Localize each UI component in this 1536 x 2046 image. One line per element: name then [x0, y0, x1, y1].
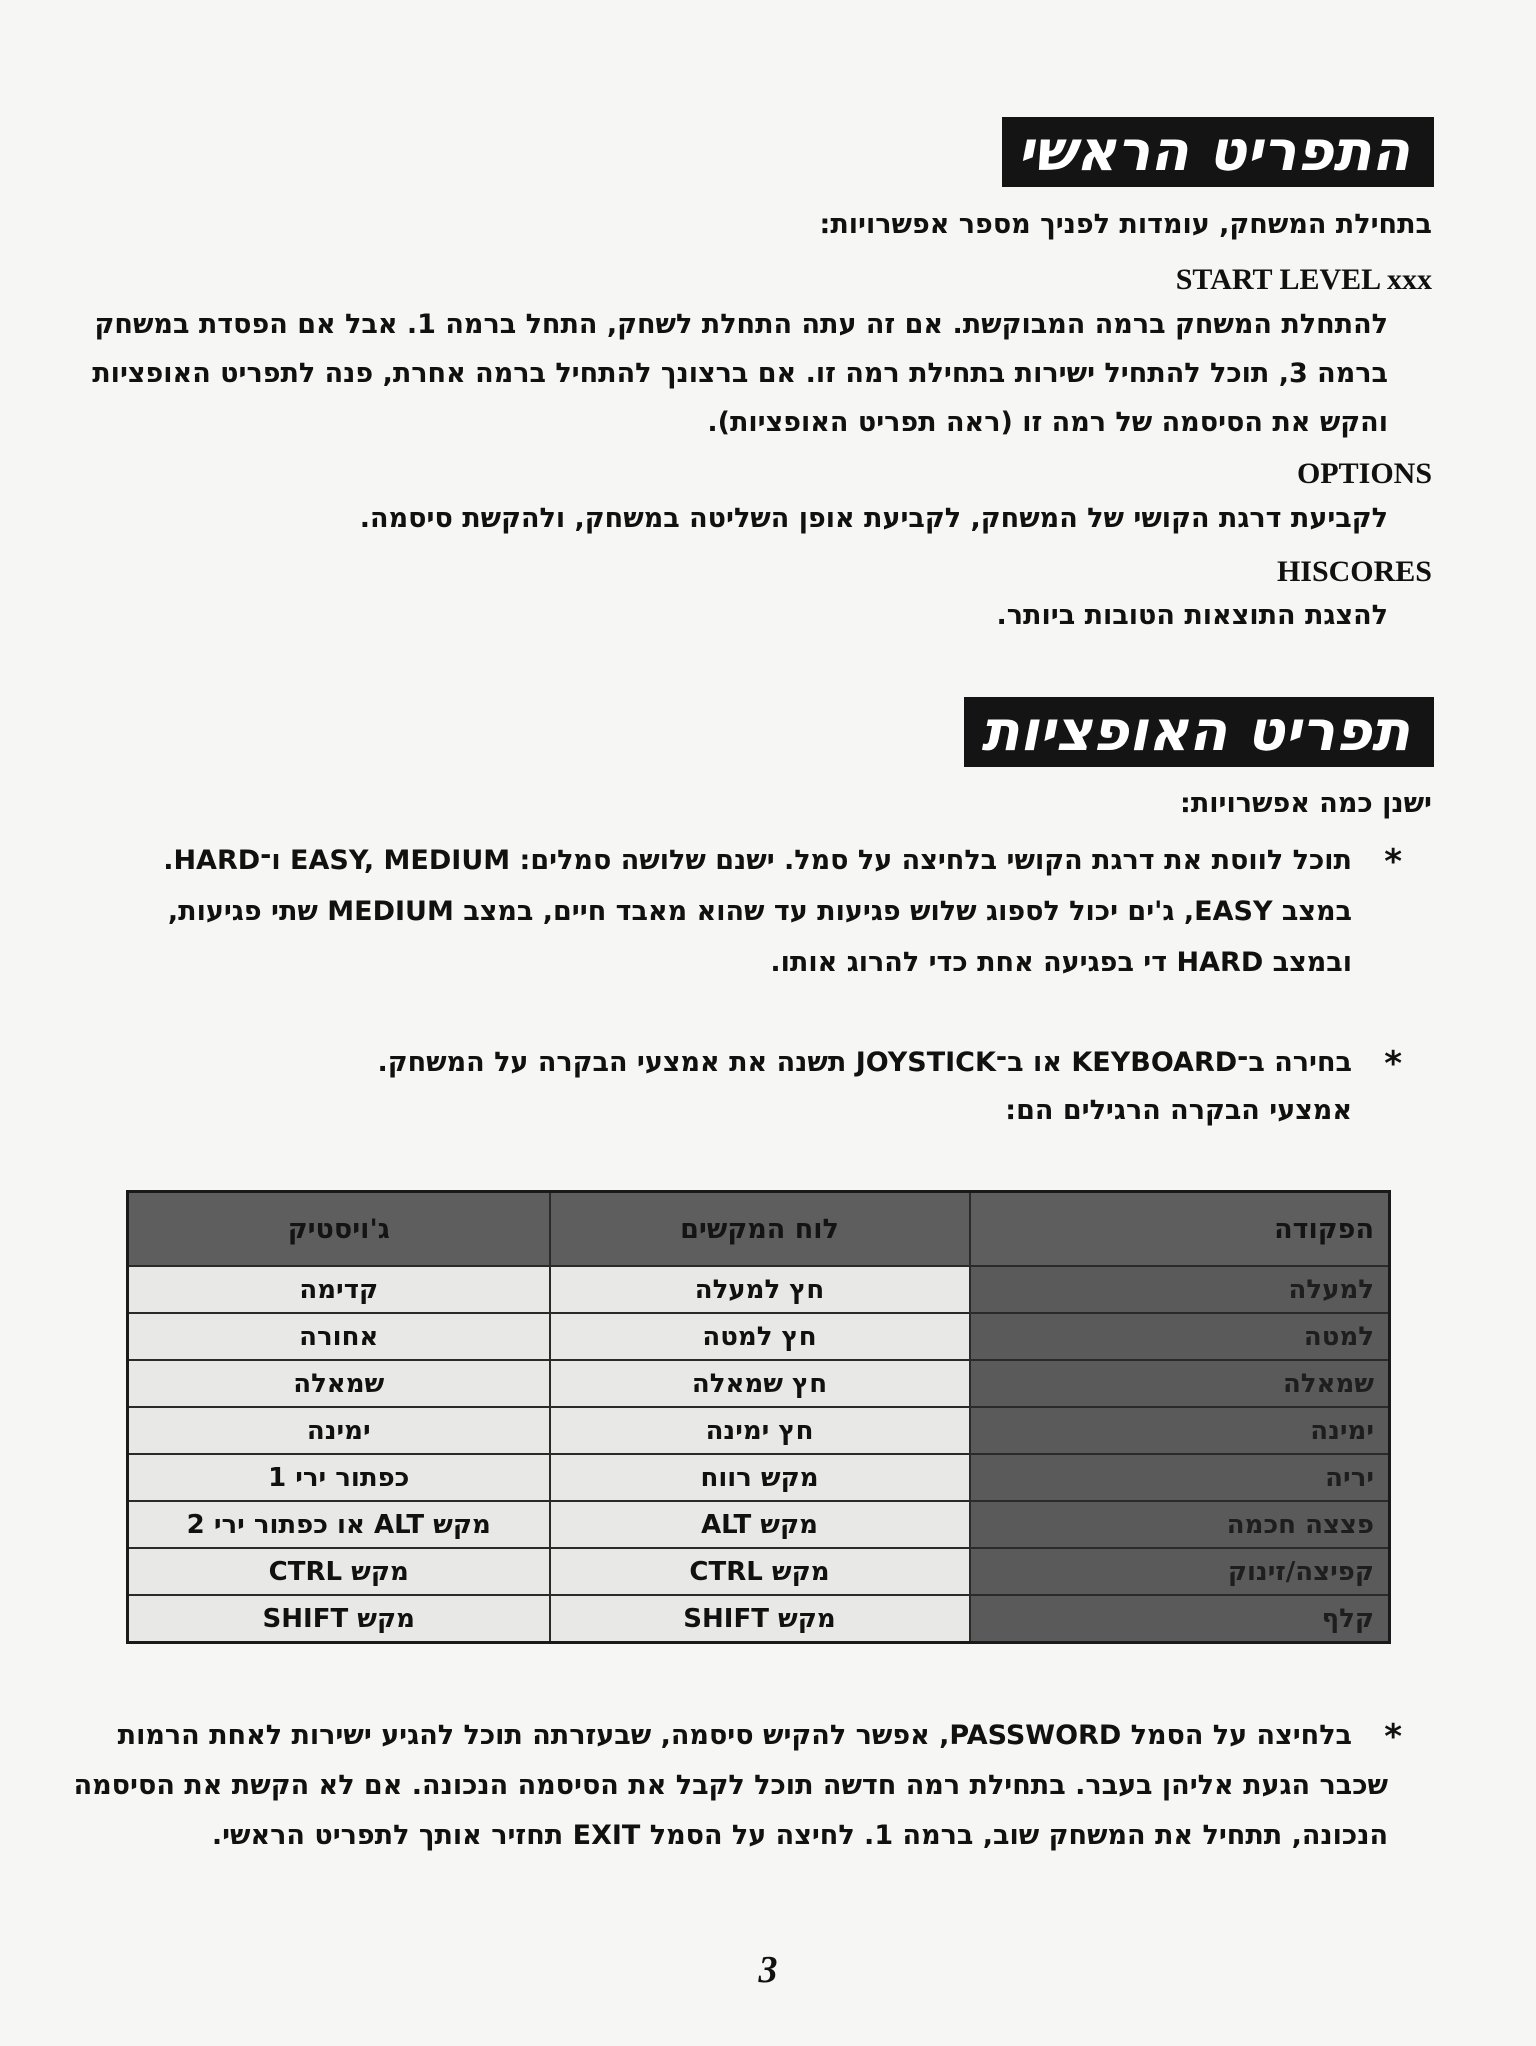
- cell-joystick: כפתור ירי 1: [128, 1454, 550, 1501]
- cell-command: יריה: [970, 1454, 1390, 1501]
- table-row: [128, 1360, 1390, 1407]
- bullet-2-symbol: *: [1384, 1044, 1402, 1084]
- table-row: [128, 1454, 1390, 1501]
- cell-keyboard: חץ שמאלה: [550, 1360, 970, 1407]
- cell-joystick: מקש ALT או כפתור ירי 2: [128, 1501, 550, 1548]
- options-heading: OPTIONS: [1296, 457, 1432, 490]
- bullet-1-line-1: תוכל לווסת את דרגת הקושי בלחיצה על סמל. ישנם שלושה סמלים: EASY, MEDIUM ו־HARD.: [163, 845, 1352, 876]
- page-number: 3: [758, 1949, 778, 1991]
- start-level-heading: START LEVEL xxx: [1175, 263, 1432, 296]
- cell-keyboard: חץ למעלה: [550, 1266, 970, 1313]
- bullet-3-line-1: בלחיצה על הסמל PASSWORD, אפשר להקיש סיסמה, שבעזרתה תוכל להגיע ישירות לאחת הרמות: [117, 1720, 1352, 1751]
- bullet-2-line-1: בחירה ב־KEYBOARD או ב־JOYSTICK תשנה את אמצעי הבקרה על המשחק.: [377, 1047, 1352, 1078]
- cell-keyboard: חץ ימינה: [550, 1407, 970, 1454]
- table-row: [128, 1595, 1390, 1643]
- cell-joystick: קדימה: [128, 1266, 550, 1313]
- cell-joystick: מקש CTRL: [128, 1548, 550, 1595]
- table-row: [128, 1266, 1390, 1313]
- start-level-line-3: והקש את הסיסמה של רמה זו (ראה תפריט האופציות).: [707, 407, 1388, 438]
- main-menu-intro: בתחילת המשחק, עומדות לפניך מספר אפשרויות:: [819, 209, 1432, 240]
- cell-command: למעלה: [970, 1266, 1390, 1313]
- cell-command: קלף: [970, 1595, 1390, 1643]
- bullet-3-line-2: שכבר הגעת אליהן בעבר. בתחילת רמה חדשה תוכל לקבל את הסיסמה הנכונה. אם לא הקשת את הסיסמה: [73, 1770, 1388, 1801]
- table-row: [128, 1501, 1390, 1548]
- header-joystick: ג'ויסטיק: [128, 1192, 550, 1267]
- cell-keyboard: מקש ALT: [550, 1501, 970, 1548]
- table-row: [128, 1407, 1390, 1454]
- start-level-line-1: להתחלת המשחק ברמה המבוקשת. אם זה עתה התחלת לשחק, התחל ברמה 1. אבל אם הפסדת במשחק: [94, 309, 1388, 340]
- bullet-3-line-3: הנכונה, תתחיל את המשחק שוב, ברמה 1. לחיצה על הסמל EXIT תחזיר אותך לתפריט הראשי.: [211, 1820, 1388, 1851]
- table-row: [128, 1548, 1390, 1595]
- cell-joystick: מקש SHIFT: [128, 1595, 550, 1643]
- cell-joystick: שמאלה: [128, 1360, 550, 1407]
- bullet-3-symbol: *: [1384, 1717, 1402, 1757]
- cell-command: שמאלה: [970, 1360, 1390, 1407]
- cell-keyboard: מקש רווח: [550, 1454, 970, 1501]
- cell-command: למטה: [970, 1313, 1390, 1360]
- start-level-line-2: ברמה 3, תוכל להתחיל ישירות בתחילת רמה זו. אם ברצונך להתחיל ברמה אחרת, פנה לתפריט האופציות: [92, 358, 1388, 389]
- hiscores-heading: HISCORES: [1276, 555, 1432, 588]
- cell-keyboard: מקש SHIFT: [550, 1595, 970, 1643]
- header-keyboard: לוח המקשים: [550, 1192, 970, 1267]
- header-command: הפקודה: [970, 1192, 1390, 1267]
- bullet-1-line-2: במצב EASY, ג'ים יכול לספוג שלוש פגיעות עד שהוא מאבד חיים, במצב MEDIUM שתי פגיעות,: [167, 896, 1352, 927]
- hiscores-line-1: להצגת התוצאות הטובות ביותר.: [996, 600, 1388, 631]
- options-menu-intro: ישנן כמה אפשרויות:: [1180, 788, 1432, 819]
- cell-keyboard: חץ למטה: [550, 1313, 970, 1360]
- controls-table: [126, 1190, 1391, 1644]
- main-menu-title: התפריט הראשי: [1002, 117, 1434, 187]
- cell-command: פצצה חכמה: [970, 1501, 1390, 1548]
- cell-joystick: אחורה: [128, 1313, 550, 1360]
- table-header-row: [128, 1192, 1390, 1267]
- options-menu-title: תפריט האופציות: [964, 697, 1434, 767]
- table-row: [128, 1313, 1390, 1360]
- options-line-1: לקביעת דרגת הקושי של המשחק, לקביעת אופן השליטה במשחק, ולהקשת סיסמה.: [359, 503, 1388, 534]
- cell-keyboard: מקש CTRL: [550, 1548, 970, 1595]
- cell-command: קפיצה/זינוק: [970, 1548, 1390, 1595]
- cell-command: ימינה: [970, 1407, 1390, 1454]
- cell-joystick: ימינה: [128, 1407, 550, 1454]
- bullet-1-symbol: *: [1384, 842, 1402, 882]
- bullet-2-line-2: אמצעי הבקרה הרגילים הם:: [1005, 1095, 1352, 1126]
- bullet-1-line-3: ובמצב HARD די בפגיעה אחת כדי להרוג אותו.: [770, 947, 1352, 978]
